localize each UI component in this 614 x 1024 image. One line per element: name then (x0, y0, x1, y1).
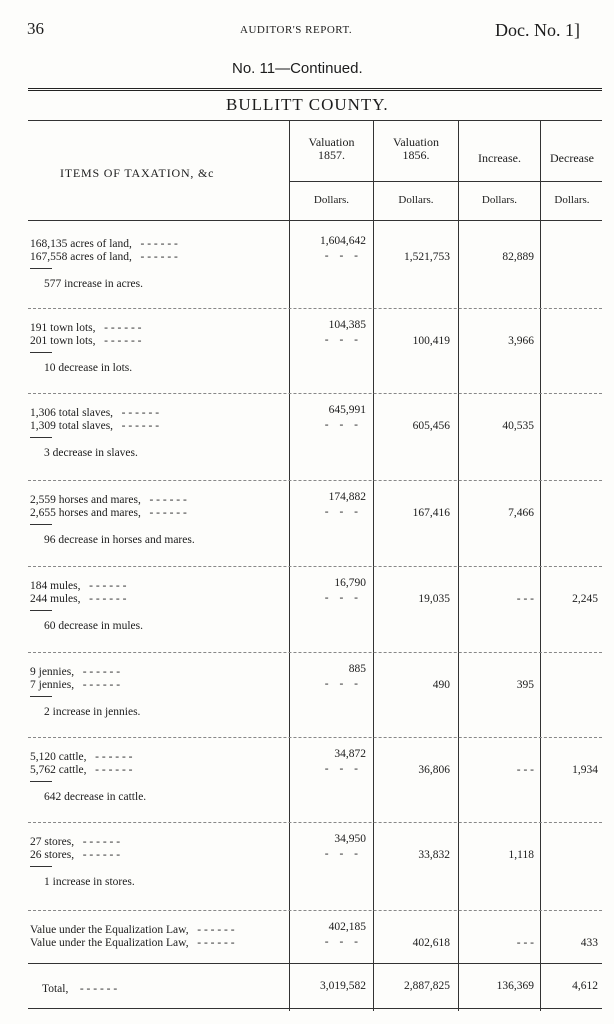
cell-valuation-1856: 167,416 (412, 507, 450, 519)
cell-placeholder-dashes: - - - (324, 419, 362, 431)
row-item-line: 184 mules, - - - - - - (30, 580, 127, 592)
cell-placeholder-dashes: - - - (324, 506, 362, 518)
cell-valuation-1856: 490 (432, 679, 450, 691)
total-increase: 136,369 (496, 980, 534, 992)
group-separator (28, 308, 602, 309)
total-valuation-1856: 2,887,825 (404, 980, 450, 992)
cell-increase: 1,118 (508, 849, 534, 861)
cell-valuation-1857: 174,882 (328, 491, 366, 503)
note-rule (30, 696, 52, 697)
header-subrule (290, 181, 602, 182)
column-header-valuation-1857: Valuation 1857. (308, 135, 355, 162)
row-item-line: 1,306 total slaves, - - - - - - (30, 407, 160, 419)
cell-placeholder-dashes: - - - (324, 334, 362, 346)
group-separator (28, 822, 602, 823)
group-separator (28, 393, 602, 394)
cell-increase: 395 (516, 679, 534, 691)
row-item-line: Value under the Equalization Law, - - - - - - (30, 937, 235, 949)
note-rule (30, 437, 52, 438)
cell-valuation-1856: 605,456 (412, 420, 450, 432)
row-note: 1 increase in stores. (44, 876, 135, 888)
column-header-decrease: Decrease (550, 151, 594, 165)
cell-increase: 82,889 (502, 251, 534, 263)
row-item-line: 5,762 cattle, - - - - - - (30, 764, 133, 776)
cell-valuation-1856: 402,618 (412, 937, 450, 949)
row-item-line: 168,135 acres of land, - - - - - - (30, 238, 178, 250)
cell-decrease: 433 (580, 937, 598, 949)
note-rule (30, 610, 52, 611)
row-item-line: 2,559 horses and mares, - - - - - - (30, 494, 187, 506)
cell-placeholder-dashes: - - - (324, 592, 362, 604)
top-rule (28, 88, 602, 89)
cell-valuation-1857: 34,950 (334, 833, 366, 845)
cell-decrease: 2,245 (572, 593, 598, 605)
row-item-line: 2,655 horses and mares, - - - - - - (30, 507, 187, 519)
total-decrease: 4,612 (572, 980, 598, 992)
unit-label: Dollars. (554, 194, 590, 206)
cell-valuation-1857: 645,991 (328, 404, 366, 416)
document-number: Doc. No. 1] (495, 20, 580, 40)
cell-decrease: 1,934 (572, 764, 598, 776)
cell-valuation-1857: 16,790 (334, 577, 366, 589)
cell-increase: - - - (516, 593, 534, 605)
cell-valuation-1857: 104,385 (328, 319, 366, 331)
row-note: 60 decrease in mules. (44, 620, 143, 632)
group-separator (28, 652, 602, 653)
unit-label: Dollars. (398, 194, 434, 206)
table-subtitle: No. 11—Continued. (232, 60, 363, 77)
row-note: 2 increase in jennies. (44, 706, 141, 718)
row-item-line: 244 mules, - - - - - - (30, 593, 127, 605)
unit-label: Dollars. (481, 194, 518, 206)
row-item-line: 1,309 total slaves, - - - - - - (30, 420, 160, 432)
county-title: BULLITT COUNTY. (226, 95, 389, 114)
group-separator (28, 480, 602, 481)
cell-valuation-1856: 1,521,753 (404, 251, 450, 263)
cell-valuation-1857: 1,604,642 (320, 235, 366, 247)
row-item-line: 5,120 cattle, - - - - - - (30, 751, 133, 763)
row-item-line: 7 jennies, - - - - - - (30, 679, 121, 691)
cell-valuation-1857: 885 (348, 663, 366, 675)
row-note: 3 decrease in slaves. (44, 447, 138, 459)
row-item-line: 191 town lots, - - - - - - (30, 322, 142, 334)
group-separator (28, 566, 602, 567)
cell-increase: 7,466 (508, 507, 534, 519)
cell-valuation-1856: 36,806 (418, 764, 450, 776)
total-label: Total, - - - - - - (42, 983, 118, 995)
page-number: 36 (27, 19, 44, 38)
group-separator (28, 737, 602, 738)
row-note: 10 decrease in lots. (44, 362, 133, 374)
row-note: 642 decrease in cattle. (44, 791, 147, 803)
unit-label: Dollars. (313, 194, 350, 206)
cell-placeholder-dashes: - - - (324, 936, 362, 948)
county-rule (28, 120, 602, 121)
cell-increase: - - - (516, 937, 534, 949)
cell-placeholder-dashes: - - - (324, 250, 362, 262)
row-item-line: 167,558 acres of land, - - - - - - (30, 251, 178, 263)
header-bottom-rule (28, 220, 602, 221)
note-rule (30, 524, 52, 525)
row-item-line: 27 stores, - - - - - - (30, 836, 121, 848)
row-note: 577 increase in acres. (44, 278, 143, 290)
note-rule (30, 866, 52, 867)
column-header-items: ITEMS OF TAXATION, &c (60, 166, 215, 180)
column-header-increase: Increase. (478, 151, 521, 165)
column-header-valuation-1856: Valuation 1856. (393, 135, 439, 162)
cell-placeholder-dashes: - - - (324, 848, 362, 860)
row-item-line: 201 town lots, - - - - - - (30, 335, 142, 347)
bottom-rule (28, 1008, 602, 1009)
total-valuation-1857: 3,019,582 (320, 980, 366, 992)
group-separator (28, 910, 602, 911)
report-title: AUDITOR'S REPORT. (240, 24, 353, 36)
cell-valuation-1857: 402,185 (328, 921, 366, 933)
row-item-line: 26 stores, - - - - - - (30, 849, 121, 861)
row-item-line: Value under the Equalization Law, - - - - - - (30, 924, 235, 936)
cell-increase: 3,966 (508, 335, 534, 347)
cell-valuation-1856: 19,035 (418, 593, 450, 605)
top-rule-double (28, 90, 602, 91)
cell-increase: 40,535 (502, 420, 534, 432)
note-rule (30, 268, 52, 269)
cell-valuation-1856: 100,419 (412, 335, 450, 347)
row-item-line: 9 jennies, - - - - - - (30, 666, 121, 678)
total-top-rule (28, 963, 602, 964)
row-note: 96 decrease in horses and mares. (44, 534, 195, 546)
cell-placeholder-dashes: - - - (324, 678, 362, 690)
note-rule (30, 352, 52, 353)
note-rule (30, 781, 52, 782)
cell-valuation-1857: 34,872 (334, 748, 366, 760)
cell-placeholder-dashes: - - - (324, 763, 362, 775)
cell-increase: - - - (516, 764, 534, 776)
cell-valuation-1856: 33,832 (418, 849, 450, 861)
